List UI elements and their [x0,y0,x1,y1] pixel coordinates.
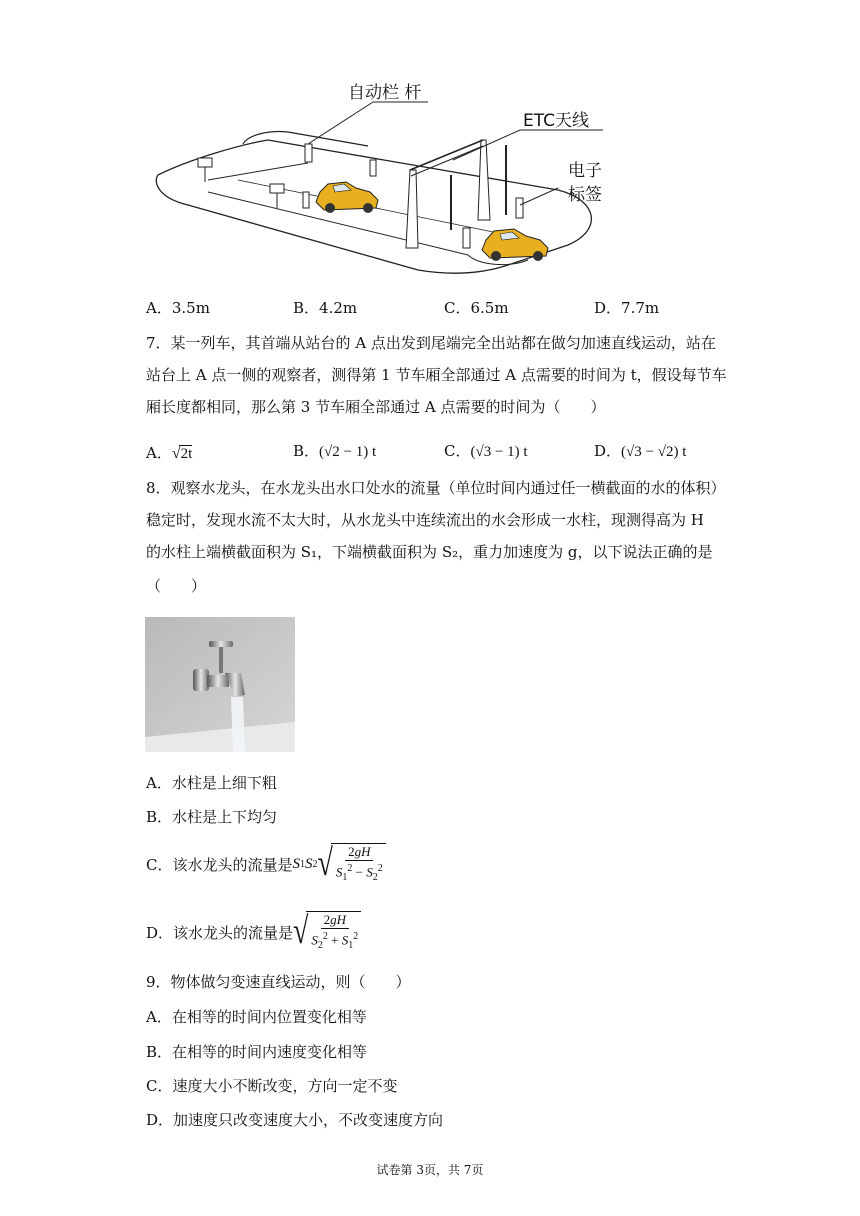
page-footer: 试卷第 3页，共 7页 [376,1163,484,1177]
barrier-label: 自动栏 杆 [348,83,422,103]
q6-option-c[interactable]: C．6.5m [444,299,509,317]
q7-option-b-math: (√2 − 1) t [319,444,377,460]
q8-stem-line3: 的水柱上端横截面积为 S₁，下端横截面积为 S₂，重力加速度为 g，以下说法正确的是 [146,543,713,561]
q8-option-c-formula: S 1 S 2 √ $\frac{2gH}{S_1^2 - S_2^2}$ [292,843,385,886]
q7-option-d-label: D． [594,442,622,460]
etc-toll-figure [148,80,618,280]
q7-option-d-math: (√3 − √2) t [621,444,687,460]
q9-option-d[interactable]: D．加速度只改变速度大小，不改变速度方向 [146,1111,444,1129]
faucet-photo [145,617,295,752]
q7-option-c[interactable] [444,440,528,461]
q6-option-b[interactable]: B．4.2m [293,299,358,317]
tag-label-line1: 电子 [568,161,602,181]
q8-stem-line2: 稳定时，发现水流不太大时，从水龙头中连续流出的水会形成一水柱，现测得高为 H [146,511,704,529]
q7-stem-line2: 站台上 A 点一侧的观察者，测得第 1 节车厢全部通过 A 点需要的时间为 t，假设每节车 [146,366,727,384]
q9-option-c[interactable]: C．速度大小不断改变，方向一定不变 [146,1077,398,1095]
q8-option-b[interactable]: B．水柱是上下均匀 [146,808,278,826]
q6-option-a[interactable]: A．3.5m [146,299,210,317]
q7-option-a-label: A． [146,444,172,462]
q8-stem-line4: （ ） [146,577,207,595]
q7-option-c-label: C． [444,442,471,460]
q8-option-d[interactable] [146,911,361,954]
q7-option-d[interactable] [594,440,686,461]
q8-option-d-formula: √ $\frac{2gH}{S_2^2 + S_1^2}$ [293,911,361,954]
antenna-label: ETC天线 [523,111,589,131]
q8-option-c-label: C．该水龙头的流量是 [146,855,293,874]
q8-option-d-label: D．该水龙头的流量是 [146,923,294,942]
q9-option-a[interactable]: A．在相等的时间内位置变化相等 [146,1008,367,1026]
q9-option-b[interactable]: B．在相等的时间内速度变化相等 [146,1043,368,1061]
q6-option-d[interactable]: D．7.7m [594,299,660,317]
q8-stem-line1: 8．观察水龙头，在水龙头出水口处水的流量（单位时间内通过任一横截面的水的体积） [146,479,726,497]
q7-option-a-math: 2t [180,446,193,462]
sqrt-symbol: √ [171,445,181,462]
q7-stem-line1: 7．某一列车，其首端从站台的 A 点出发到尾端完全出站都在做匀加速直线运动，站在 [146,334,716,352]
q7-option-a[interactable] [146,440,192,468]
q9-stem: 9．物体做匀变速直线运动，则（ ） [146,973,411,991]
q7-option-c-math: (√3 − 1) t [470,444,528,460]
q8-option-a[interactable]: A．水柱是上细下粗 [146,774,277,792]
tag-label-line2: 标签 [568,185,602,205]
q7-stem-line3: 厢长度都相同，那么第 3 节车厢全部通过 A 点需要的时间为（ ） [146,398,606,416]
q8-option-c[interactable] [146,843,386,886]
q7-option-b[interactable] [293,440,376,461]
q7-option-b-label: B． [293,442,320,460]
